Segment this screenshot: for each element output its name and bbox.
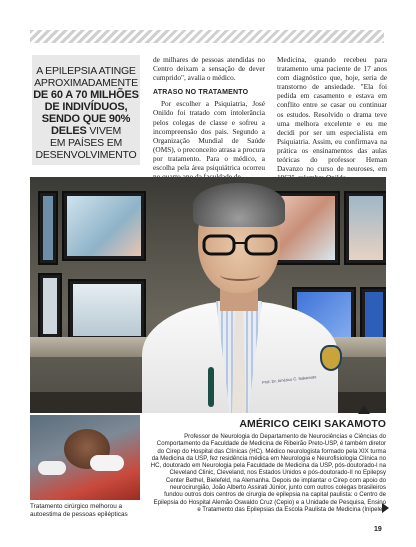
pull-quote-line: SENDO QUE 90% bbox=[41, 113, 131, 125]
smile bbox=[220, 269, 260, 281]
monitor-image bbox=[344, 191, 386, 265]
pull-quote-line: DESENVOLVIMENTO bbox=[35, 149, 137, 161]
pull-quote-line: VIVEM bbox=[89, 125, 122, 137]
bio-name: AMÉRICO CEIKI SAKAMOTO bbox=[239, 418, 386, 430]
monitor-image bbox=[38, 273, 62, 339]
section-subhead: ATRASO NO TRATAMENTO bbox=[153, 89, 249, 97]
paragraph: Medicina, quando recebeu para tratamento uma paciente de 17 anos com diagnóstico que, hoje, seria de transtorno de ansiedade. "Ela foi pedida em casamento e estava em conflito entre se casar ou continuar os estudos. Resolvido o drama teve uma melhora excelente e eu me decidi por ser um especialista em Psiquiatria. Assim, eu confirmava na prática os ensinamentos das aulas teóricas do professor Heman Davanzo no curso de neuroses, em bbox=[277, 55, 387, 174]
inset-caption: Tratamento cirúrgico melhorou a autoestima de pessoas epilépticas bbox=[30, 503, 128, 518]
page-number: 19 bbox=[374, 526, 382, 533]
pull-quote-line: A EPILEPSIA ATINGE bbox=[36, 65, 136, 77]
surgeon-glove bbox=[90, 455, 124, 471]
pull-quote-line: EM PAÍSES EM bbox=[49, 137, 123, 149]
pull-quote-line: APROXIMADAMENTE bbox=[34, 77, 138, 89]
surgery-inset-photo bbox=[30, 415, 140, 500]
pull-quote-line: DELES bbox=[50, 125, 87, 137]
coat-emblem-icon bbox=[320, 345, 342, 371]
doctor-hair bbox=[193, 183, 285, 227]
arrow-up-icon bbox=[358, 405, 370, 414]
doctor-portrait-photo bbox=[30, 177, 386, 413]
paragraph: de milhares de pessoas atendidas no Centro deixam a sensação de dever cumprido", avalia o médico. bbox=[153, 55, 265, 83]
glasses-icon bbox=[202, 233, 278, 257]
monitor-image bbox=[38, 191, 58, 265]
monitor-image bbox=[68, 279, 146, 341]
pull-quote-line: DE INDIVÍDUOS, bbox=[44, 101, 128, 113]
surgeon-glove bbox=[38, 461, 66, 475]
paragraph: Por escolher a Psiquiatria, José Onildo foi tratado com intolerância pelos colegas de classe e sofreu a incompreensão dos pais. Segundo a Organização Mundial de Saúde (OMS), o preconceito atrasa a procura por tratamento. Para o médico, a escolha pela área psiquiátrica ocorreu bbox=[153, 99, 265, 173]
pull-quote bbox=[32, 55, 140, 165]
decorative-hatch-bar bbox=[30, 30, 384, 43]
coat-embroidery: Prof. Dr. Américo C. Sakamoto bbox=[261, 374, 317, 385]
pull-quote-line: DE 60 A 70 MILHÕES bbox=[33, 89, 139, 101]
arrow-right-icon bbox=[382, 503, 389, 513]
article-column-3 bbox=[277, 55, 387, 182]
monitor-image bbox=[62, 191, 146, 261]
bio-text: Professor de Neurologia do Departamento de Neurociências e Ciências do Comportamento da Faculdade de Medicina de Ribeirão Preto-USP, é também diretor do Cirep do Hospital das Clínicas (HC). Médico neurologista formado pela XIX turma da Medicina da USP, fez residência médica em Neurologia e Neurofisiologia Clínica no HC, doutorado em Neurologia pela Faculdade de Medicina da USP, pós-doutorado-l na Cleveland Clinic, Cleveland, nos Estados Unidos e pós-doutorado-II no Epilepsy Center Bethel, Bielefeld, na Alemanha. Depois de implantar o Cirep com apoio do neurocirurgião, João Alberto Assirati Júnior, junto com outros colegas brasileiros fundou outros dois centros de cirurgia de epilepsia na capital paulista: o Centro de Epilepsia do Hospital Alemão Oswaldo Cruz (Cepio) e a Unidade de Pesquisa, Ensino e Tratamento das Epilepsias da Escola Paulista de Medicina (Inipele). bbox=[150, 433, 386, 513]
stethoscope bbox=[208, 367, 214, 407]
article-column-2 bbox=[153, 55, 265, 181]
